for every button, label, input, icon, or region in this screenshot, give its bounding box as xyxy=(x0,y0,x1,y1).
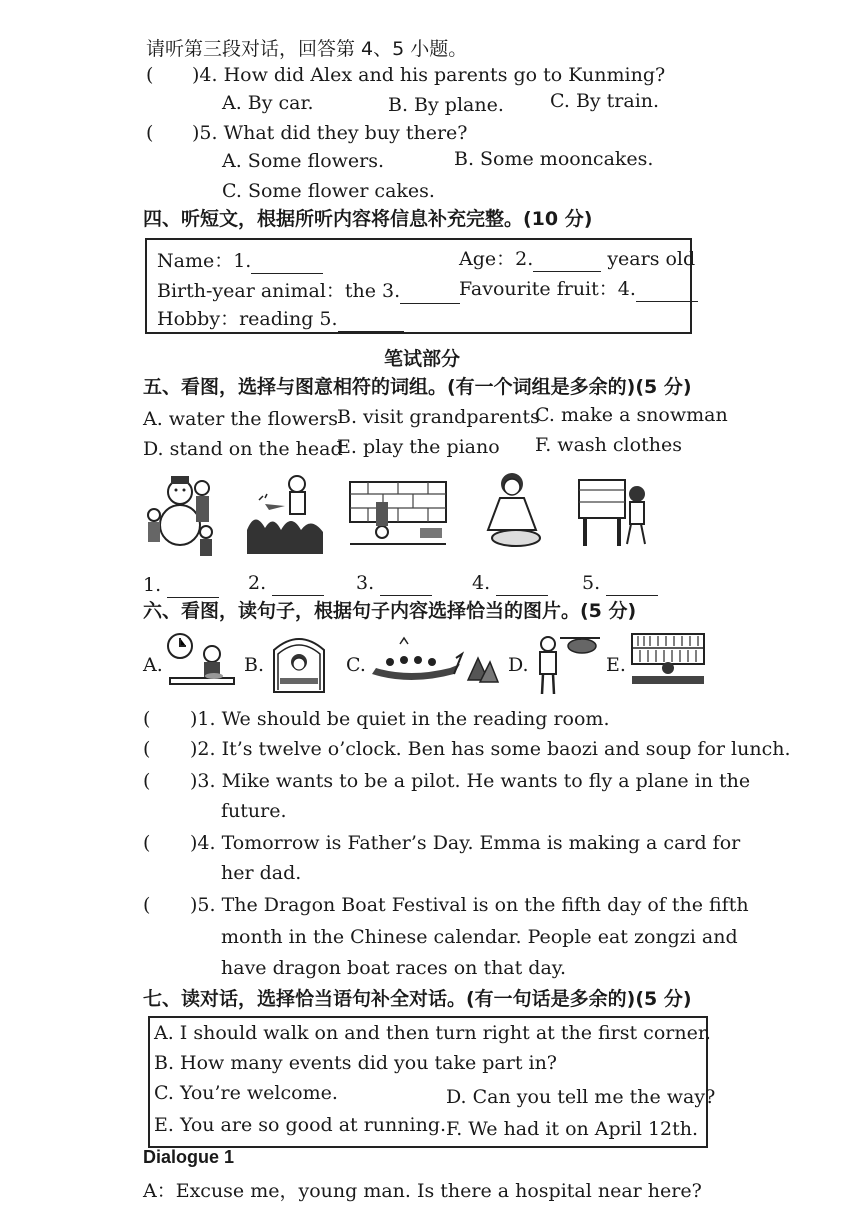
phrase-option-f: F. wash clothes xyxy=(535,434,682,456)
phrase-option-c: C. make a snowman xyxy=(535,404,728,426)
question-5-text: )5. What did they buy there? xyxy=(192,122,468,144)
sentence-5-line-1: )5. The Dragon Boat Festival is on the fifth day of the fifth xyxy=(190,894,749,916)
sentence-option-a: A. I should walk on and then turn right at the first corner. xyxy=(154,1022,711,1044)
sentence-1: )1. We should be quiet in the reading room. xyxy=(190,708,610,730)
option-a: A. By car. xyxy=(222,92,314,114)
washing-clothes-picture-icon xyxy=(478,470,550,554)
pilot-helicopter-icon xyxy=(530,630,602,696)
sentence-option-b: B. How many events did you take part in? xyxy=(154,1052,557,1074)
boy-eating-lunch-clock-icon xyxy=(166,632,236,694)
phrase-option-e: E. play the piano xyxy=(337,436,500,458)
sentence-option-f: F. We had it on April 12th. xyxy=(446,1118,699,1140)
answer-paren[interactable]: ( xyxy=(146,122,154,144)
sentence-5-line-2: month in the Chinese calendar. People eat zongzi and xyxy=(221,926,738,948)
age-field xyxy=(459,246,695,272)
age-unit: years old xyxy=(607,248,696,270)
answer-blank-5[interactable] xyxy=(582,570,658,596)
watering-flowers-picture-icon xyxy=(245,470,325,556)
reading-room-icon xyxy=(628,632,708,692)
sentence-option-c: C. You’re welcome. xyxy=(154,1082,338,1104)
picture-label-c: C. xyxy=(346,654,366,676)
phrase-option-a: A. water the flowers xyxy=(143,408,339,430)
hobby-blank[interactable] xyxy=(338,311,404,332)
name-label: Name：1. xyxy=(157,250,252,272)
answer-paren[interactable]: ( xyxy=(143,770,151,792)
picture-label-d: D. xyxy=(508,654,529,676)
answer-line[interactable] xyxy=(167,577,219,598)
option-a: A. Some flowers. xyxy=(222,150,385,172)
animal-blank[interactable] xyxy=(400,283,460,304)
sentence-options-box xyxy=(148,1016,716,1148)
animal-label: Birth-year animal：the 3. xyxy=(157,280,401,302)
fruit-blank[interactable] xyxy=(636,281,698,302)
option-c: C. Some flower cakes. xyxy=(222,180,435,202)
fruit-field xyxy=(459,276,698,302)
section5-heading: 五、看图，选择与图意相符的词组。(有一个词组是多余的)(5 分) xyxy=(143,376,692,398)
phrase-option-d: D. stand on the head xyxy=(143,438,343,460)
animal-field xyxy=(157,278,460,304)
dialogue-line-1: A：Excuse me，young man. Is there a hospital near here? xyxy=(143,1180,702,1202)
answer-number: 4. xyxy=(472,572,491,594)
sentence-2: )2. It’s twelve o’clock. Ben has some baozi and soup for lunch. xyxy=(190,738,791,760)
section7-heading: 七、读对话，选择恰当语句补全对话。(有一句话是多余的)(5 分) xyxy=(143,988,692,1010)
hobby-field xyxy=(157,306,404,332)
answer-number: 1. xyxy=(143,574,162,596)
picture-label-e: E. xyxy=(606,654,626,676)
name-field xyxy=(157,248,323,274)
fruit-label: Favourite fruit：4. xyxy=(459,278,636,300)
picture-label-b: B. xyxy=(244,654,265,676)
answer-blank-1[interactable] xyxy=(143,572,219,598)
dragon-boat-zongzi-icon xyxy=(370,636,500,688)
sentence-option-e: E. You are so good at running. xyxy=(154,1114,447,1136)
hobby-label: Hobby：reading 5. xyxy=(157,308,338,330)
answer-paren[interactable]: ( xyxy=(146,64,154,86)
girl-at-window-icon xyxy=(268,632,330,694)
dialogue-title: Dialogue 1 xyxy=(143,1147,235,1167)
answer-line[interactable] xyxy=(272,575,324,596)
age-label: Age：2. xyxy=(459,248,534,270)
sentence-4-line-2: her dad. xyxy=(221,862,302,884)
section6-heading: 六、看图，读句子，根据句子内容选择恰当的图片。(5 分) xyxy=(143,600,637,622)
option-b: B. Some mooncakes. xyxy=(454,148,654,170)
answer-blank-3[interactable] xyxy=(356,570,432,596)
sentence-3-line-2: future. xyxy=(221,800,287,822)
answer-number: 3. xyxy=(356,572,375,594)
snowman-picture-icon xyxy=(140,470,222,560)
answer-paren[interactable]: ( xyxy=(143,894,151,916)
answer-line[interactable] xyxy=(380,575,432,596)
answer-paren[interactable]: ( xyxy=(143,832,151,854)
option-c: C. By train. xyxy=(550,90,660,112)
standing-on-head-picture-icon xyxy=(348,480,448,548)
section4-heading: 四、听短文，根据所听内容将信息补充完整。(10 分) xyxy=(143,208,593,230)
playing-piano-picture-icon xyxy=(575,476,655,548)
picture-label-a: A. xyxy=(143,654,163,676)
answer-number: 2. xyxy=(248,572,267,594)
name-blank[interactable] xyxy=(251,253,323,274)
answer-paren[interactable]: ( xyxy=(143,708,151,730)
info-box xyxy=(145,238,696,334)
answer-number: 5. xyxy=(582,572,601,594)
written-part-title: 笔试部分 xyxy=(384,348,461,370)
sentence-5-line-3: have dragon boat races on that day. xyxy=(221,957,567,979)
age-blank[interactable] xyxy=(533,251,601,272)
answer-blank-2[interactable] xyxy=(248,570,324,596)
answer-line[interactable] xyxy=(606,575,658,596)
answer-line[interactable] xyxy=(496,575,548,596)
sentence-4-line-1: )4. Tomorrow is Father’s Day. Emma is making a card for xyxy=(190,832,741,854)
sentence-3-line-1: )3. Mike wants to be a pilot. He wants to fly a plane in the xyxy=(190,770,751,792)
part3-instruction: 请听第三段对话，回答第 4、5 小题。 xyxy=(146,38,468,60)
sentence-option-d: D. Can you tell me the way? xyxy=(446,1086,716,1108)
question-4-text: )4. How did Alex and his parents go to Kunming? xyxy=(192,64,666,86)
option-b: B. By plane. xyxy=(388,94,504,116)
answer-blank-4[interactable] xyxy=(472,570,548,596)
phrase-option-b: B. visit grandparents xyxy=(337,406,540,428)
answer-paren[interactable]: ( xyxy=(143,738,151,760)
